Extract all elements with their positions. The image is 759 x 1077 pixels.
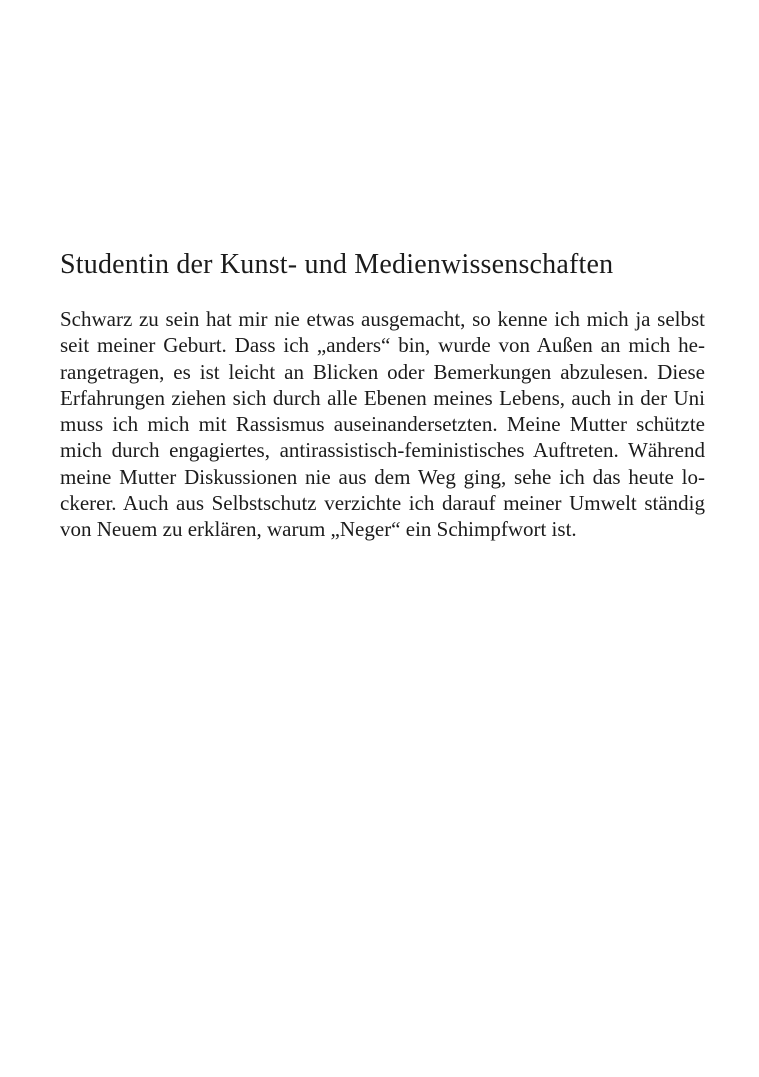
paragraph-line: rangetragen, es ist leicht an Blicken oder Bemerkungen abzulesen. Diese [60,359,705,384]
section-heading: Studentin der Kunst- und Medienwissenschaften [60,249,614,280]
paragraph-line: seit meiner Geburt. Dass ich „anders“ bin, wurde von Außen an mich he- [60,333,705,358]
paragraph-line: meine Mutter Diskussionen nie aus dem Weg ging, sehe ich das heute lo- [60,464,705,489]
paragraph-line: Erfahrungen ziehen sich durch alle Ebenen meines Lebens, auch in der Uni [60,385,705,410]
paragraph-line: muss ich mich mit Rassismus auseinandersetzten. Meine Mutter schützte [60,412,705,436]
paragraph-line: Schwarz zu sein hat mir nie etwas ausgemacht, so kenne ich mich ja selbst [60,307,705,331]
paragraph-line: von Neuem zu erklären, warum „Neger“ ein Schimpfwort ist. [60,517,577,541]
body-paragraph [60,306,705,542]
paragraph-line: mich durch engagiertes, antirassistisch-feministisches Auftreten. Während [60,438,705,463]
paragraph-line: ckerer. Auch aus Selbstschutz verzichte ich darauf meiner Umwelt ständig [60,490,705,515]
